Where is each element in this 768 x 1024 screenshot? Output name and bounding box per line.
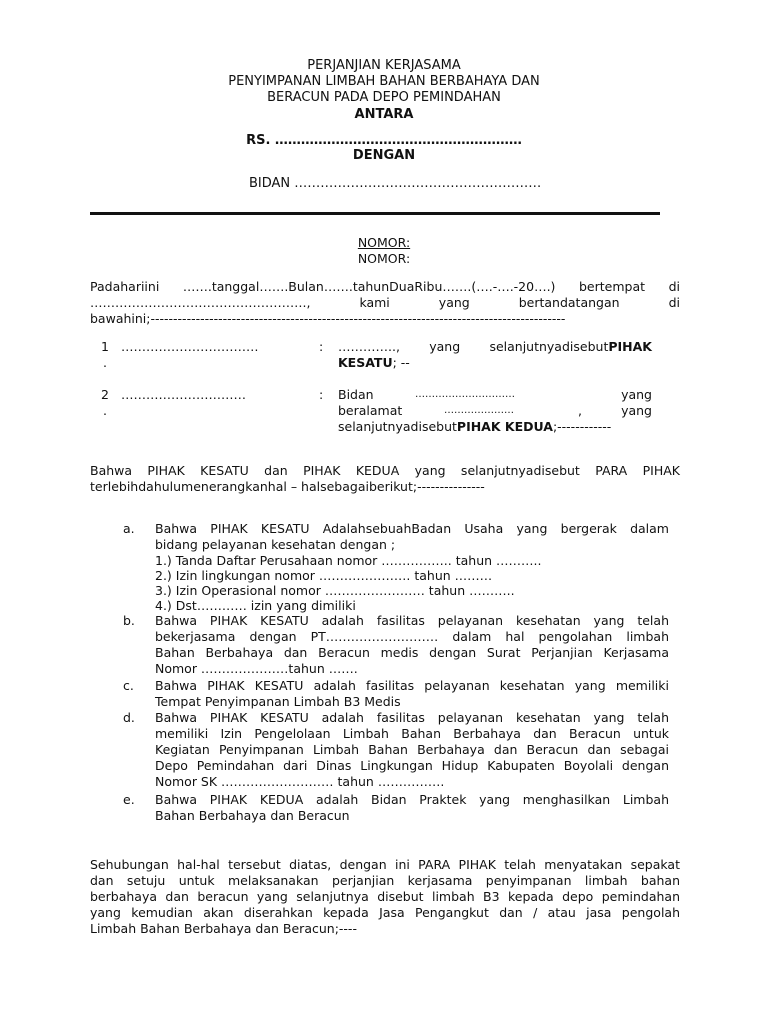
intro-word: bertandatangan <box>518 295 620 310</box>
item-c-line-1: Bahwa PIHAK KESATU adalah fasilitas pelayanan kesehatan yang memiliki <box>155 678 669 693</box>
item-d-line-3: Kegiatan Penyimpanan Limbah Bahan Berbahaya dan Beracun dan sebagai <box>155 742 669 757</box>
intro-word: di <box>668 295 680 310</box>
party-2-word: yang <box>621 387 652 402</box>
item-b-label: b. <box>123 613 135 628</box>
party-1-dot: . <box>103 355 107 370</box>
item-a-sub-4: 4.) Dst………… izin yang dimiliki <box>155 598 356 613</box>
item-e-line-1: Bahwa PIHAK KEDUA adalah Bidan Praktek yang menghasilkan Limbah <box>155 792 669 807</box>
party-2-desc-line-2 <box>338 403 652 419</box>
party-1-desc-line-1 <box>338 339 652 355</box>
party-2-blank: ………………… <box>444 405 514 416</box>
party-1-name: …………………………… <box>121 339 259 354</box>
party-2-colon: : <box>319 387 324 402</box>
party-2-word: Bidan <box>338 387 374 402</box>
item-c-line-2: Tempat Penyimpanan Limbah B3 Medis <box>155 694 401 709</box>
item-a-line-1: Bahwa PIHAK KESATU AdalahsebuahBadan Usaha yang bergerak dalam <box>155 521 669 536</box>
rs-line: RS. ………………………………………………… <box>246 133 522 148</box>
doc-title: PERJANJIAN KERJASAMA <box>307 58 461 73</box>
item-d-line-2: memiliki Izin Pengelolaan Limbah Bahan Berbahaya dan Beracun untuk <box>155 726 669 741</box>
party-2-blank: ………………………… <box>415 389 515 400</box>
item-b-line-4: Nomor …………………tahun ……. <box>155 661 358 676</box>
nomor-line-1: NOMOR: <box>357 235 411 250</box>
pihak-kesatu-label: KESATU <box>338 355 393 370</box>
party-2-dot: . <box>103 403 107 418</box>
party-2-desc-line-1 <box>338 387 652 403</box>
item-b-line-3: Bahan Berbahaya dan Beracun medis dengan Surat Perjanjian Kerjasama <box>155 645 669 660</box>
intro-line-2 <box>90 295 680 311</box>
header-divider <box>90 212 660 215</box>
doc-subtitle-2: BERACUN PADA DEPO PEMINDAHAN <box>267 90 501 105</box>
item-e-label: e. <box>123 792 135 807</box>
closing-line-1: Sehubungan hal-hal tersebut diatas, dengan ini PARA PIHAK telah menyatakan sepakat <box>90 857 680 872</box>
item-b-line-1: Bahwa PIHAK KESATU adalah fasilitas pelayanan kesehatan yang telah <box>155 613 669 628</box>
intro-blank: ……………………………………………., <box>90 295 311 310</box>
item-a-sub-2: 2.) Izin lingkungan nomor …………………. tahun ……… <box>155 568 493 583</box>
nomor-line-2: NOMOR: <box>357 251 411 266</box>
doc-subtitle-1: PENYIMPANAN LIMBAH BAHAN BERBAHAYA DAN <box>228 74 540 89</box>
party-2-name: ………………………… <box>121 387 246 402</box>
antara-label: ANTARA <box>354 107 414 122</box>
item-d-line-1: Bahwa PIHAK KESATU adalah fasilitas pelayanan kesehatan yang telah <box>155 710 669 725</box>
party-2-word: yang <box>621 403 652 418</box>
party-2-number: 2 <box>101 387 109 402</box>
intro-line-1: Padahariini …….tanggal…….Bulan…….tahunDuaRibu…….(….-….-20….) bertempat di <box>90 279 680 294</box>
intro-line-3: bawahini;-------------------------------------------------------------------------------------------- <box>90 311 566 326</box>
party-1-number: 1 <box>101 339 109 354</box>
item-a-sub-1: 1.) Tanda Daftar Perusahaan nomor …………….. tahun ……….. <box>155 553 542 568</box>
item-a-sub-3: 3.) Izin Operasional nomor …………………… tahun ……….. <box>155 583 515 598</box>
bahwa-line-1: Bahwa PIHAK KESATU dan PIHAK KEDUA yang selanjutnyadisebut PARA PIHAK <box>90 463 680 478</box>
party-1-colon: : <box>319 339 324 354</box>
dengan-label: DENGAN <box>352 148 416 163</box>
item-b-line-2: bekerjasama dengan PT……………………… dalam hal pengolahan limbah <box>155 629 669 644</box>
bahwa-line-2: terlebihdahulumenerangkanhal – halsebagaiberikut;--------------- <box>90 479 485 494</box>
closing-line-2: dan setuju untuk melaksanakan perjanjian kerjasama penyimpanan limbah bahan <box>90 873 680 888</box>
party-2-word: beralamat <box>338 403 403 418</box>
party-1-blank: ………….., <box>338 339 400 354</box>
item-d-label: d. <box>123 710 135 725</box>
pihak-kedua-label: PIHAK KEDUA <box>456 419 553 434</box>
closing-line-4: yang kemudian akan diserahkan kepada Jasa Pengangkut dan / atau jasa pengolah <box>90 905 680 920</box>
item-a-line-2: bidang pelayanan kesehatan dengan ; <box>155 537 396 552</box>
party-1-word: selanjutnyadisebutPIHAK <box>489 339 652 354</box>
item-e-line-2: Bahan Berbahaya dan Beracun <box>155 808 350 823</box>
party-1-word: yang <box>429 339 461 354</box>
closing-line-3: berbahaya dan beracun yang selanjutnya disebut limbah B3 kepada depo pemindahan <box>90 889 680 904</box>
intro-word: kami <box>359 295 390 310</box>
party-1-desc-line-2: KESATU; -- <box>338 355 410 370</box>
item-d-line-5: Nomor SK ……………………… tahun ……………. <box>155 774 445 789</box>
item-a-label: a. <box>123 521 135 536</box>
closing-line-5: Limbah Bahan Berbahaya dan Beracun;---- <box>90 921 357 936</box>
item-c-label: c. <box>123 678 134 693</box>
party-2-comma: , <box>578 403 582 418</box>
intro-word: yang <box>438 295 470 310</box>
party-2-desc-line-3: selanjutnyadisebutPIHAK KEDUA;------------ <box>338 419 612 434</box>
bidan-line: BIDAN ………………………………………………… <box>249 176 542 191</box>
item-d-line-4: Depo Pemindahan dari Dinas Lingkungan Hidup Kabupaten Boyolali dengan <box>155 758 669 773</box>
